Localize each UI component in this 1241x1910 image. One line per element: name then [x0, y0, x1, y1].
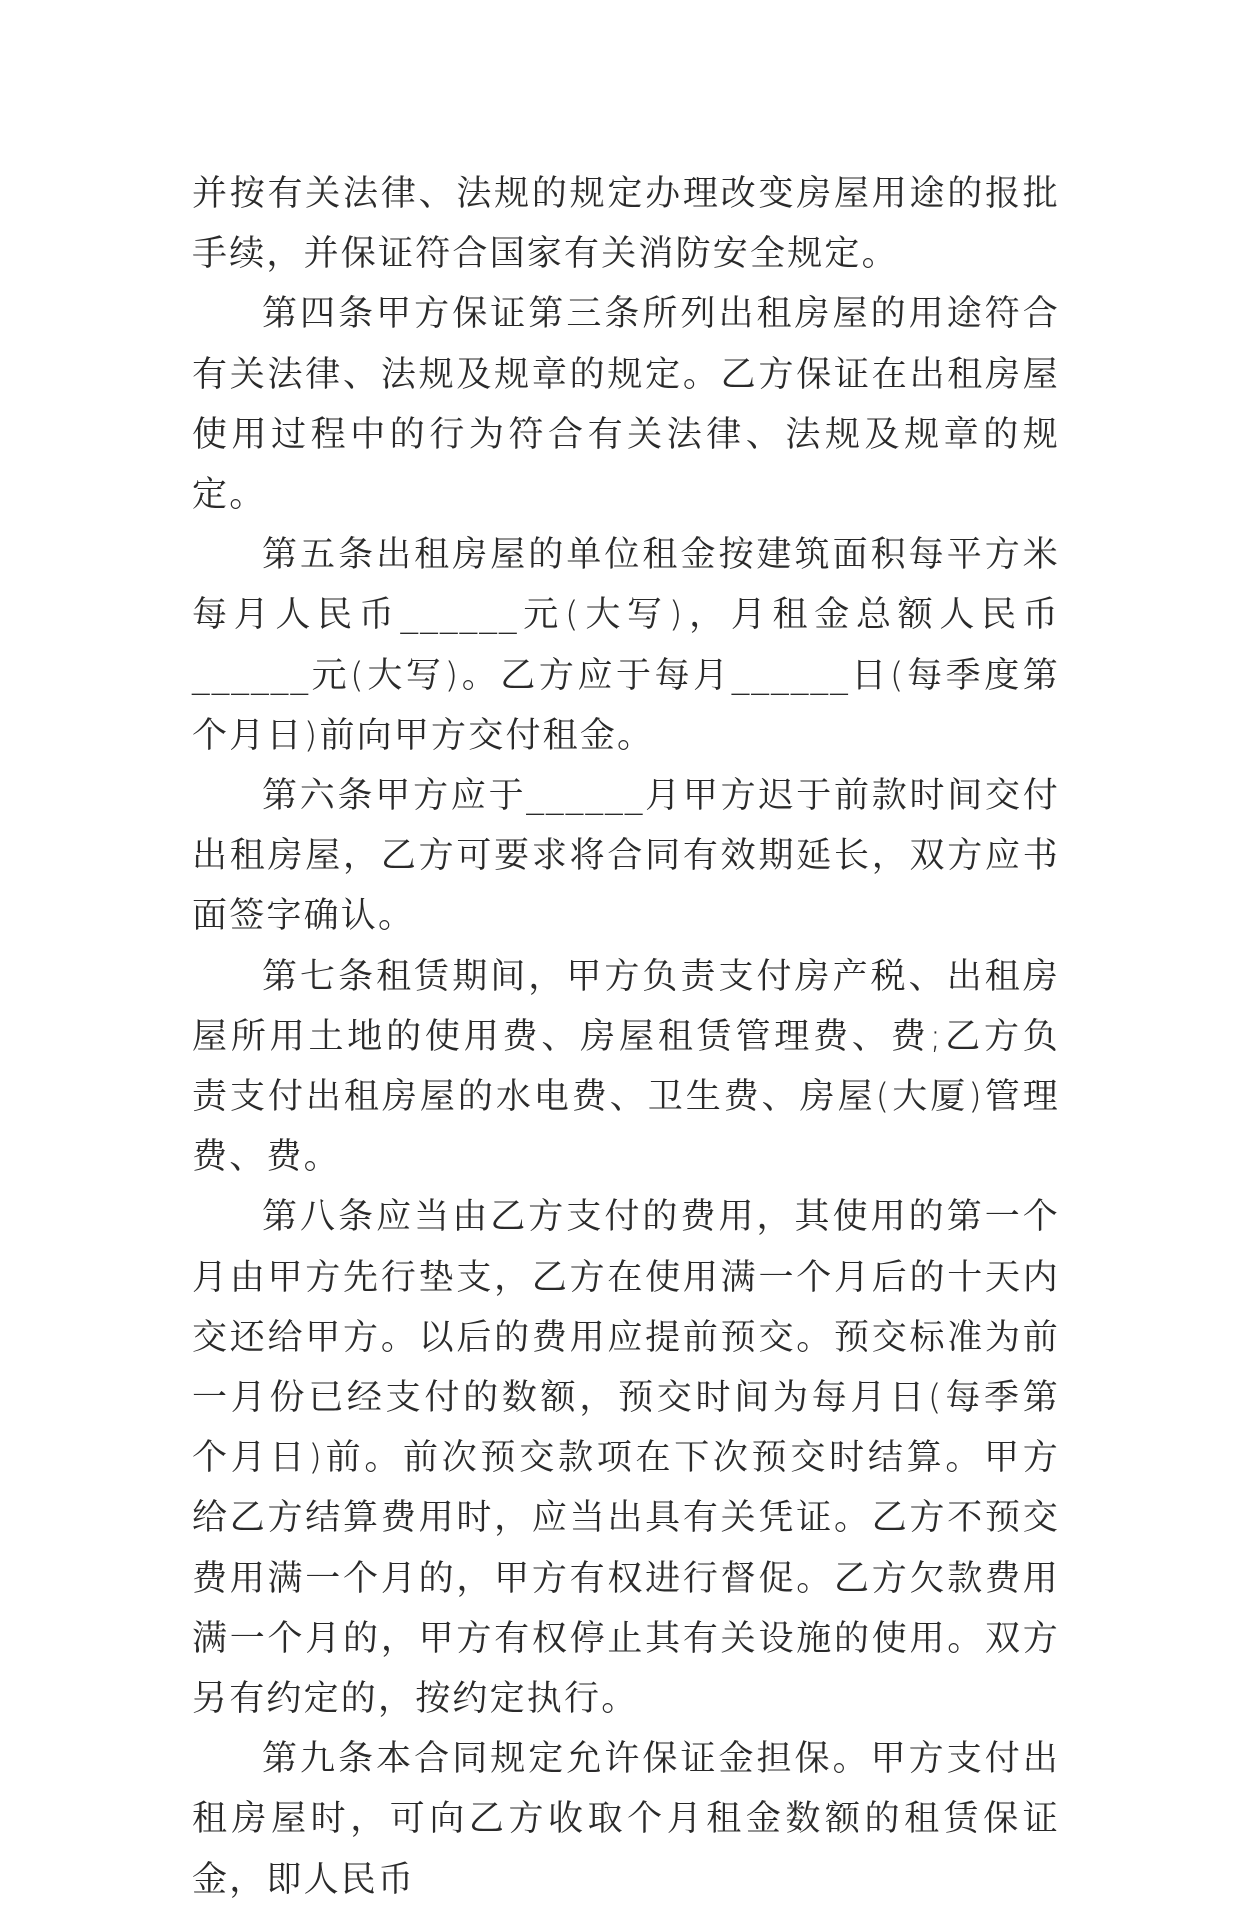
- paragraph-continuation: 并按有关法律、法规的规定办理改变房屋用途的报批手续，并保证符合国家有关消防安全规定。: [192, 174, 1060, 275]
- paragraph-article-5: 第五条出租房屋的单位租金按建筑面积每平方米每月人民币______元(大写)，月租金总额人民币______元(大写)。乙方应于每月______日(每季度第个月日)前向甲方交付租金。: [192, 535, 1060, 756]
- paragraph-article-4: 第四条甲方保证第三条所列出租房屋的用途符合有关法律、法规及规章的规定。乙方保证在出租房屋使用过程中的行为符合有关法律、法规及规章的规定。: [192, 294, 1060, 516]
- paragraph-article-7: 第七条租赁期间，甲方负责支付房产税、出租房屋所用土地的使用费、房屋租赁管理费、费;乙方负责支付出租房屋的水电费、卫生费、房屋(大厦)管理费、费。: [192, 956, 1060, 1178]
- paragraph-article-9: 第九条本合同规定允许保证金担保。甲方支付出租房屋时，可向乙方收取个月租金数额的租赁保证金，即人民币: [192, 1739, 1060, 1900]
- paragraph-article-6: 第六条甲方应于______月甲方迟于前款时间交付出租房屋，乙方可要求将合同有效期延长，双方应书面签字确认。: [192, 776, 1060, 937]
- paragraph-article-8: 第八条应当由乙方支付的费用，其使用的第一个月由甲方先行垫支，乙方在使用满一个月后的十天内交还给甲方。以后的费用应提前预交。预交标准为前一月份已经支付的数额，预交时间为每月日(每季第个月日)前。前次预交款项在下次预交时结算。甲方给乙方结算费用时，应当出具有关凭证。乙方不预交费用满一个月的，甲方有权进行督促。乙方欠款费用满一个月的，甲方有权停止其有关设施的使用。双方另有约定的，按约定执行。: [192, 1197, 1060, 1720]
- document-body: [192, 164, 1060, 1910]
